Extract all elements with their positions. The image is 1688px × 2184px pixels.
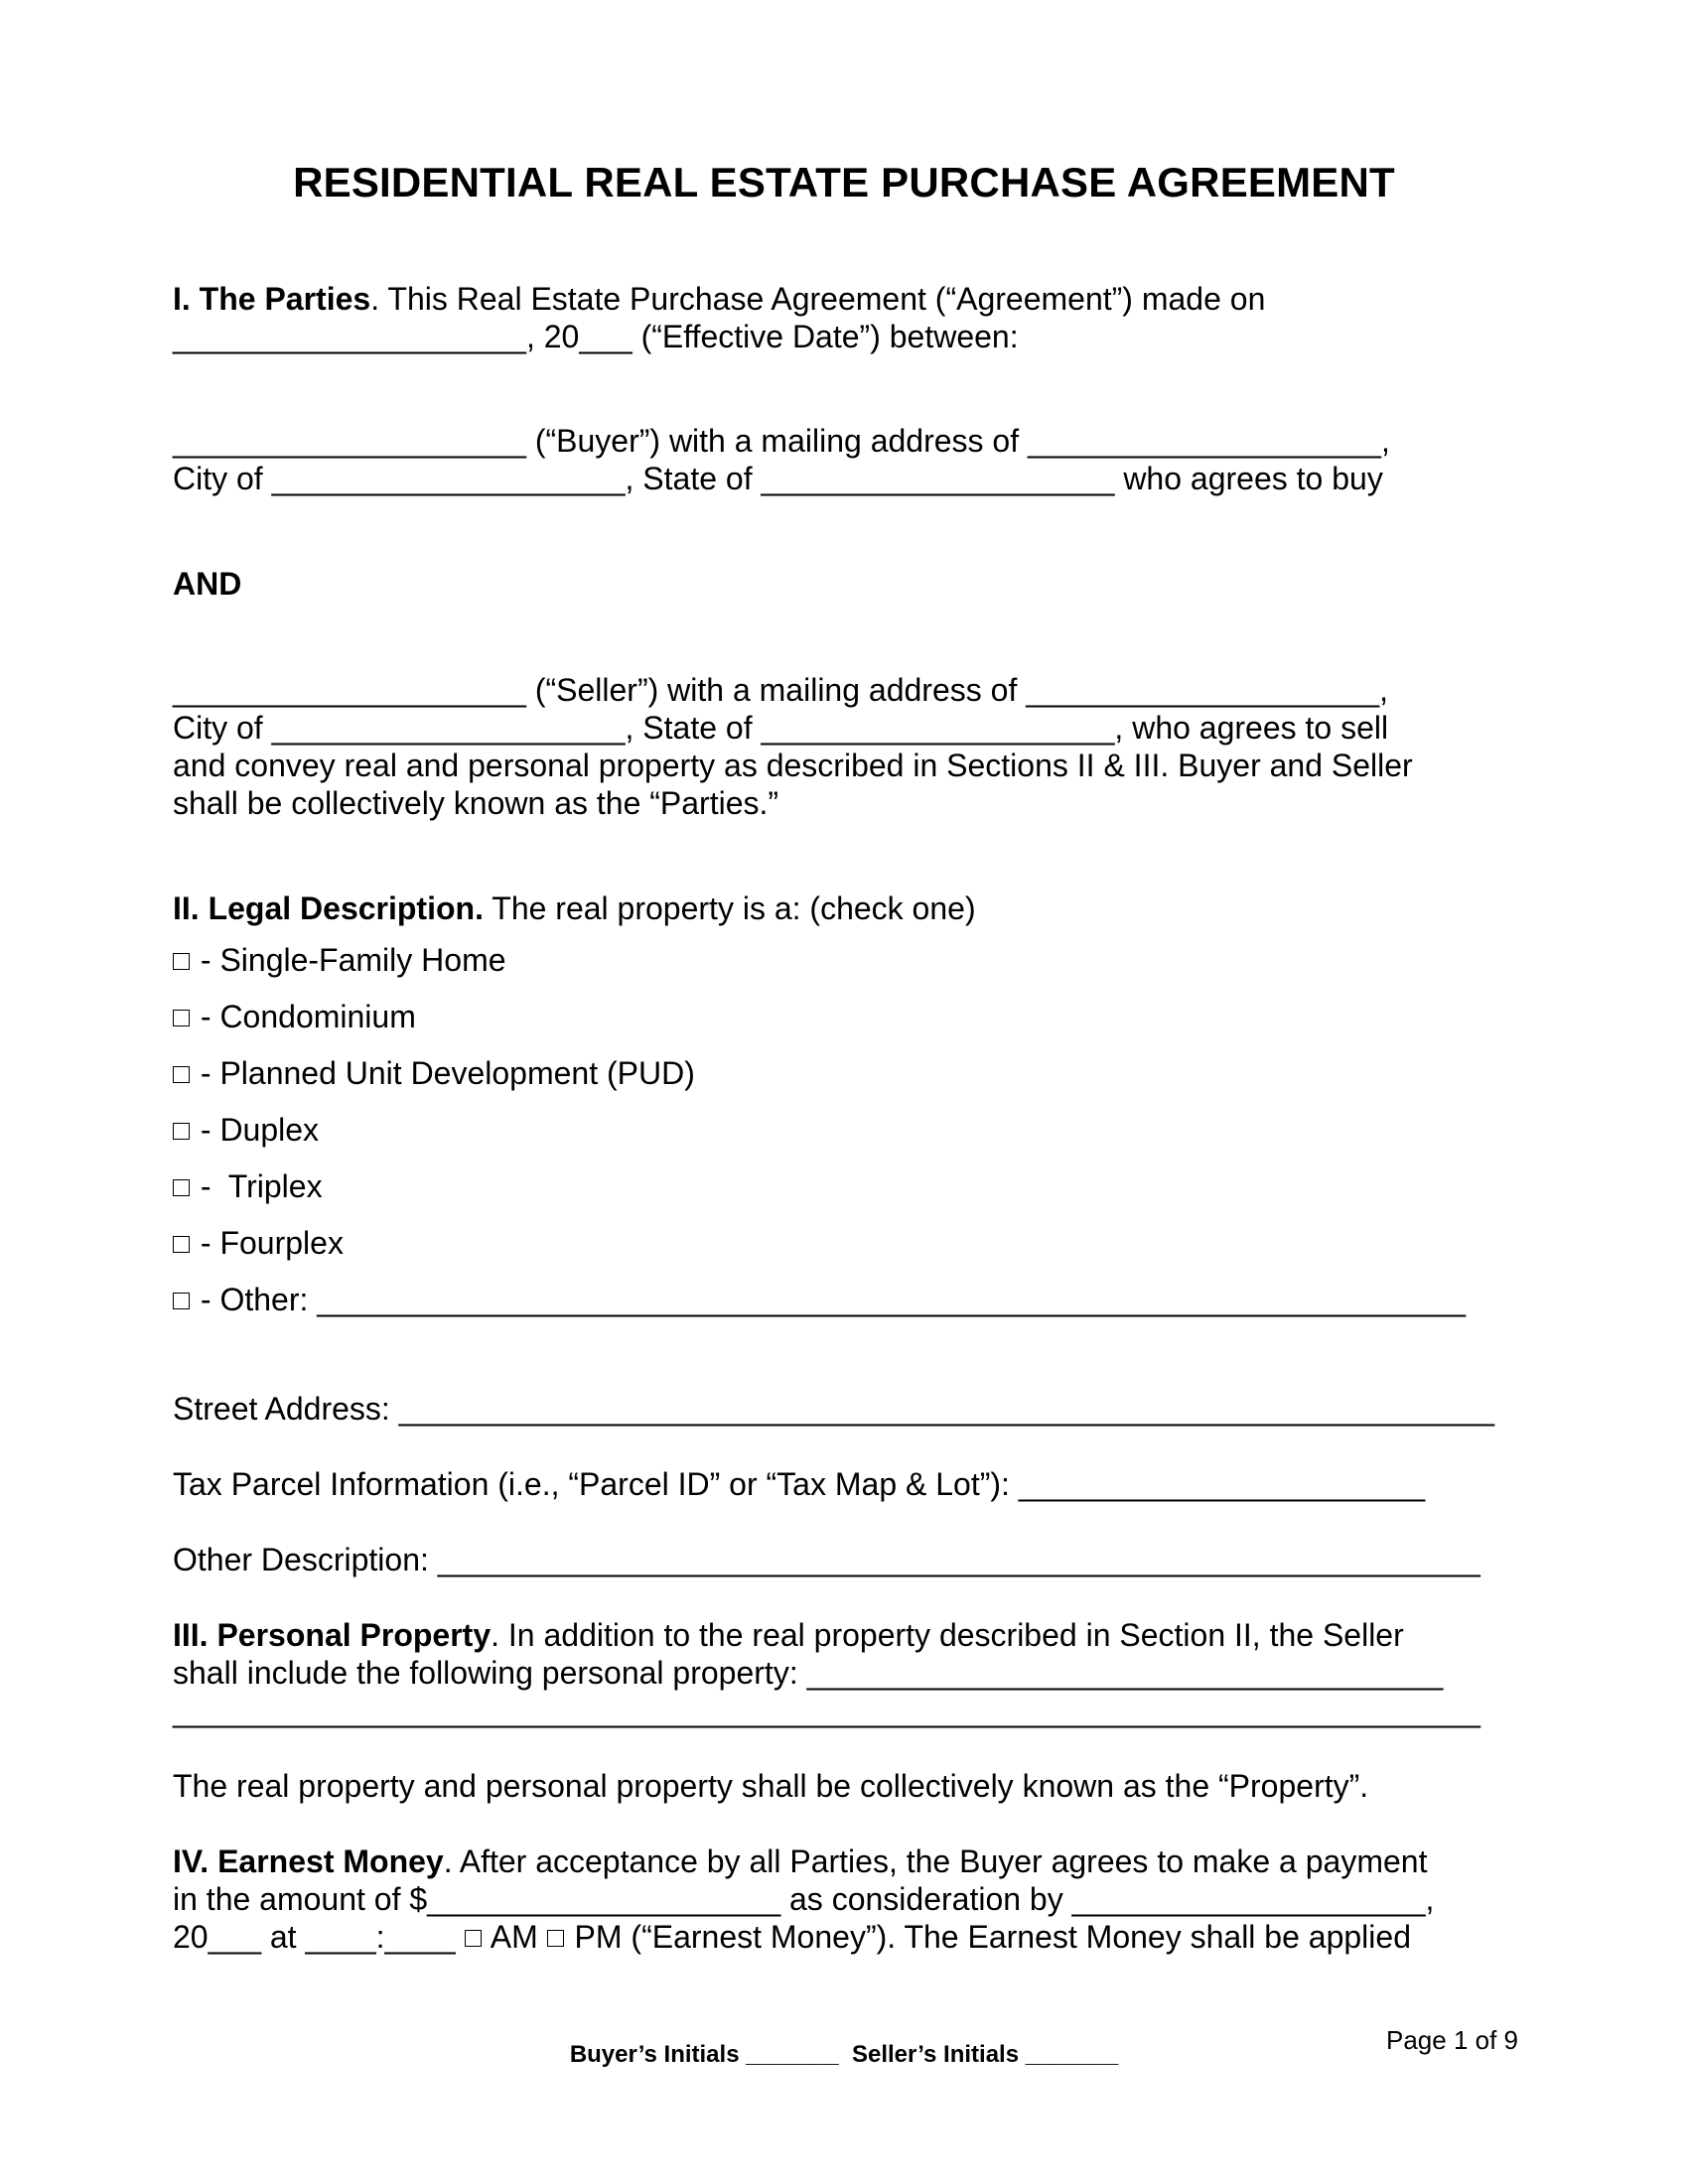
option-pud[interactable] [173,1054,695,1092]
parties-intro-text: . This Real Estate Purchase Agreement (“Agreement”) made on [370,281,1266,317]
option-label: - Single-Family Home [192,942,506,978]
option-label: - Fourplex [192,1225,344,1261]
legal-description-heading: II. Legal Description. [173,890,484,926]
personal-property-field-2[interactable]: __________________________________________________________________________ [173,1693,1480,1728]
checkbox-icon[interactable] [173,1236,190,1253]
option-label: - Duplex [192,1112,320,1148]
am-checkbox-icon[interactable] [465,1930,482,1947]
parties-heading: I. The Parties [173,281,371,317]
parties-intro-line [173,280,1265,318]
seller-address-line[interactable]: ____________________ (“Seller”) with a mailing address of ____________________, [173,672,1389,708]
option-condominium[interactable] [173,998,416,1035]
option-label: - Planned Unit Development (PUD) [192,1055,695,1091]
property-definition-line: The real property and personal property shall be collectively known as the “Property”. [173,1768,1369,1804]
initials-footer[interactable]: Buyer’s Initials _______ Seller’s Initials _______ [569,2041,1119,2068]
seller-city-state-line[interactable]: City of ____________________, State of ____________________, who agrees to sell [173,710,1389,746]
option-label: - Condominium [192,999,416,1034]
buyer-address-line[interactable]: ____________________ (“Buyer”) with a mailing address of ____________________, [173,423,1390,459]
seller-convey-line: and convey real and personal property as described in Sections II & III. Buyer and Seller [173,748,1413,783]
checkbox-icon[interactable] [173,1066,190,1083]
legal-description-line [173,889,976,927]
personal-property-heading: III. Personal Property [173,1617,492,1653]
checkbox-icon[interactable] [173,1179,190,1196]
option-other[interactable] [173,1281,1466,1318]
earnest-time-line[interactable] [173,1918,1411,1956]
am-label: AM [483,1919,547,1955]
earnest-money-intro: . After acceptance by all Parties, the Buyer agrees to make a payment [443,1843,1428,1879]
earnest-date-time-field[interactable]: 20___ at ____:____ [173,1919,465,1955]
earnest-money-heading: IV. Earnest Money [173,1843,444,1879]
legal-description-intro: The real property is a: (check one) [483,890,976,926]
personal-property-line [173,1616,1404,1654]
earnest-amount-field[interactable]: in the amount of $____________________ as consideration by ____________________, [173,1881,1435,1917]
personal-property-field[interactable]: shall include the following personal property: ____________________________________ [173,1655,1444,1691]
buyer-city-state-line[interactable]: City of ____________________, State of ____________________ who agrees to buy [173,461,1383,496]
checkbox-icon[interactable] [173,953,190,970]
option-triplex[interactable] [173,1167,323,1205]
option-label: - Triplex [192,1168,323,1204]
and-label: AND [173,566,242,602]
parties-definition-line: shall be collectively known as the “Parties.” [173,785,779,821]
effective-date-line[interactable]: ____________________, 20___ (“Effective Date”) between: [173,319,1019,354]
street-address-field[interactable]: Street Address: ______________________________________________________________ [173,1391,1495,1427]
option-label: - Other: _________________________________________________________________ [192,1282,1467,1317]
checkbox-icon[interactable] [173,1123,190,1140]
option-single-family[interactable] [173,941,506,979]
checkbox-icon[interactable] [173,1293,190,1309]
pm-label: PM (“Earnest Money”). The Earnest Money shall be applied [565,1919,1411,1955]
document-title: RESIDENTIAL REAL ESTATE PURCHASE AGREEMENT [293,159,1395,205]
other-description-field[interactable]: Other Description: ___________________________________________________________ [173,1542,1480,1577]
tax-parcel-field[interactable]: Tax Parcel Information (i.e., “Parcel ID” or “Tax Map & Lot”): _______________________ [173,1466,1426,1502]
earnest-money-line [173,1843,1427,1880]
option-fourplex[interactable] [173,1224,344,1262]
option-duplex[interactable] [173,1111,319,1149]
pm-checkbox-icon[interactable] [547,1930,564,1947]
personal-property-intro: . In addition to the real property described in Section II, the Seller [491,1617,1404,1653]
page-number: Page 1 of 9 [1386,2025,1518,2055]
checkbox-icon[interactable] [173,1010,190,1026]
